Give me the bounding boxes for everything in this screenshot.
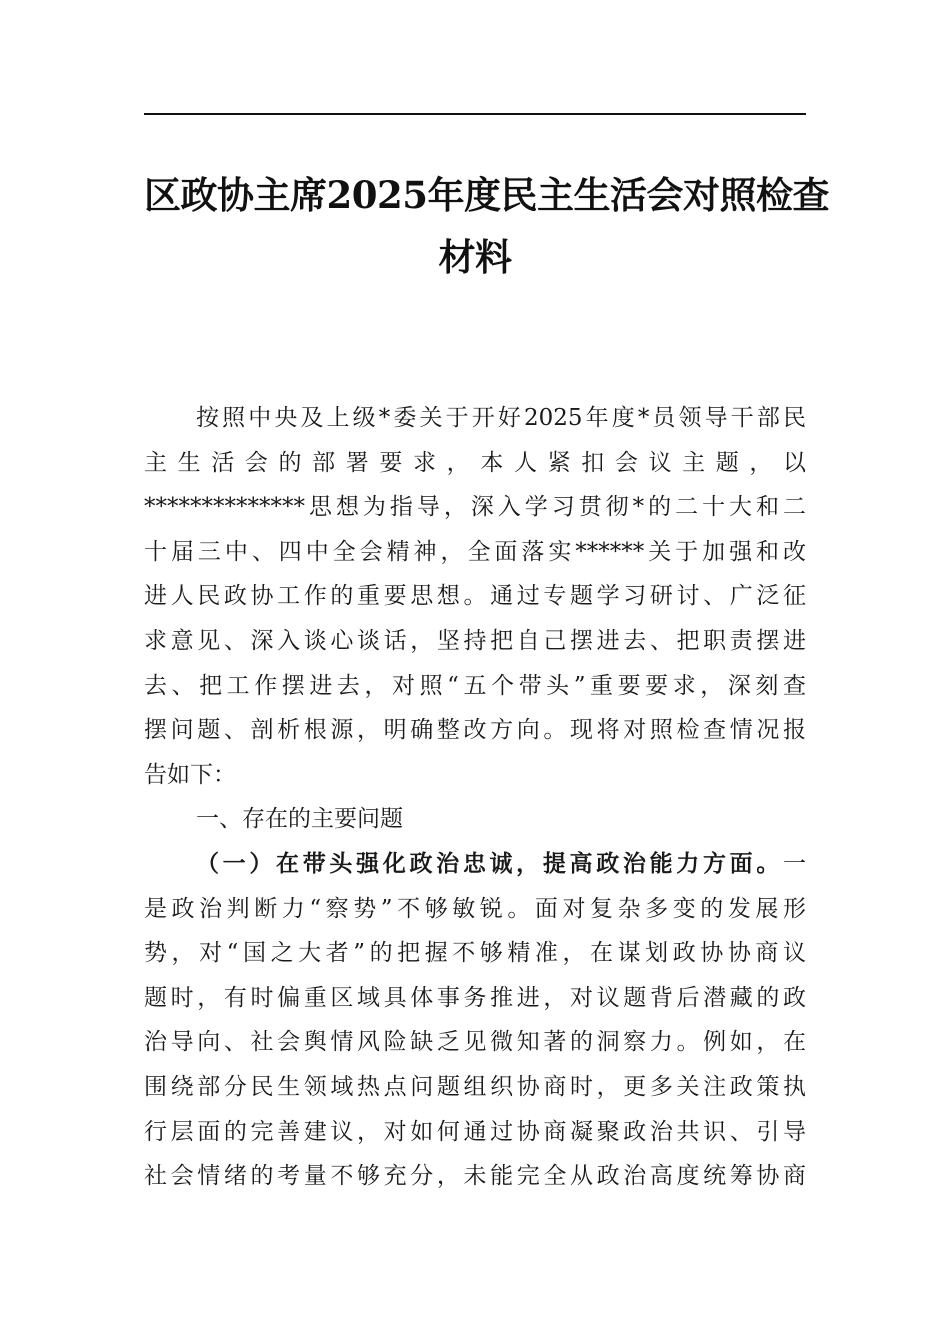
intro-line: 按照中央及上级*委关于开好2025年度*员领导干部民 (196, 405, 806, 431)
subsection-line: 治导向、社会舆情风险缺乏见微知著的洞察力。例如，在 (144, 1029, 806, 1056)
intro-line: 摆问题、剖析根源，明确整改方向。现将对照检查情况报 (144, 717, 806, 744)
document-body (144, 396, 806, 1199)
subsection-line: 社会情绪的考量不够充分，未能完全从政治高度统筹协商 (144, 1163, 806, 1190)
subsection-line: 题时，有时偏重区域具体事务推进，对议题背后潜藏的政 (144, 984, 806, 1011)
title-line-2: 材料 (438, 235, 512, 279)
document-title (144, 164, 829, 288)
header-rule (144, 113, 806, 115)
intro-line: 告如下： (144, 761, 236, 788)
title-line-1: 区政协主席2025年度民主生活会对照检查 (144, 173, 829, 217)
intro-line: 进人民政协工作的重要思想。通过专题学习研讨、广泛征 (144, 583, 806, 610)
intro-line: 十届三中、四中全会精神，全面落实******关于加强和改 (144, 538, 806, 565)
subsection-line: 是政治判断力“察势”不够敏锐。面对复杂多变的发展形 (144, 895, 806, 922)
subsection-first-line (144, 842, 806, 887)
intro-line: **************思想为指导，深入学习贯彻*的二十大和二 (144, 494, 806, 521)
intro-line: 去、把工作摆进去，对照“五个带头”重要要求，深刻查 (144, 672, 806, 699)
subsection-line: 围绕部分民生领域热点问题组织协商时，更多关注政策执 (144, 1073, 806, 1100)
intro-line: 求意见、深入谈心谈话，坚持把自己摆进去、把职责摆进 (144, 627, 806, 654)
subsection-line: 行层面的完善建议，对如何通过协商凝聚政治共识、引导 (144, 1118, 806, 1145)
subsection-heading: （一）在带头强化政治忠诚，提高政治能力方面。 (196, 849, 783, 877)
intro-line: 主生活会的部署要求，本人紧扣会议主题，以 (144, 449, 806, 476)
subsection-first-line-tail: 一 (783, 850, 806, 877)
subsection-line: 势，对“国之大者”的把握不够精准，在谋划政协协商议 (144, 940, 806, 967)
section-heading: 一、存在的主要问题 (196, 806, 403, 833)
